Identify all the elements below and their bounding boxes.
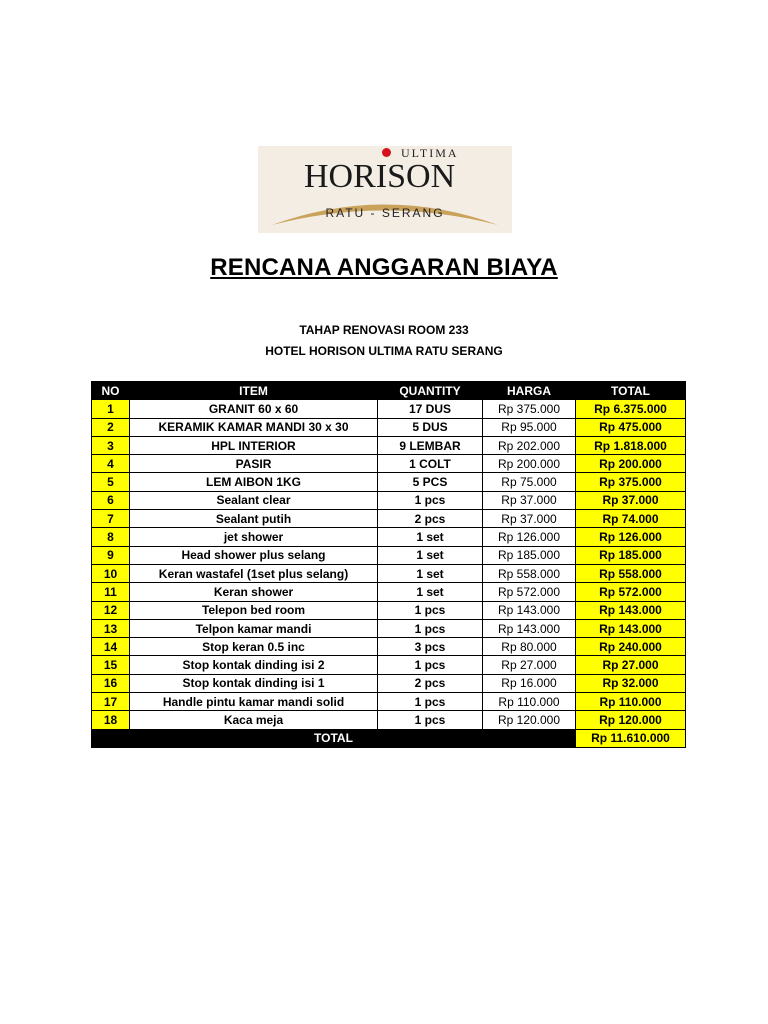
cell-item: KERAMIK KAMAR MANDI 30 x 30 (130, 418, 378, 436)
cell-harga: Rp 110.000 (483, 693, 576, 711)
table-row (92, 473, 686, 491)
cell-no: 1 (92, 400, 130, 418)
cell-item: LEM AIBON 1KG (130, 473, 378, 491)
cell-quantity: 1 pcs (378, 491, 483, 509)
cell-harga: Rp 202.000 (483, 436, 576, 454)
cell-item: Handle pintu kamar mandi solid (130, 693, 378, 711)
cell-quantity: 3 pcs (378, 638, 483, 656)
cell-harga: Rp 37.000 (483, 491, 576, 509)
cell-item: Telepon bed room (130, 601, 378, 619)
cell-total: Rp 120.000 (576, 711, 686, 729)
cell-harga: Rp 375.000 (483, 400, 576, 418)
cell-item: Sealant clear (130, 491, 378, 509)
cell-item: Stop kontak dinding isi 1 (130, 674, 378, 692)
table-row (92, 436, 686, 454)
cell-no: 8 (92, 528, 130, 546)
header-total: TOTAL (576, 382, 686, 400)
cell-item: Stop keran 0.5 inc (130, 638, 378, 656)
cell-quantity: 1 pcs (378, 711, 483, 729)
cell-item: Sealant putih (130, 510, 378, 528)
cell-total: Rp 572.000 (576, 583, 686, 601)
logo-red-dot (382, 148, 391, 157)
cell-harga: Rp 143.000 (483, 601, 576, 619)
table-row (92, 619, 686, 637)
hotel-logo (258, 146, 512, 233)
table-row (92, 711, 686, 729)
cell-quantity: 1 set (378, 546, 483, 564)
total-label: TOTAL (92, 729, 576, 747)
logo-horison-text: HORISON (304, 158, 456, 195)
table-row (92, 510, 686, 528)
cell-no: 18 (92, 711, 130, 729)
header-item: ITEM (130, 382, 378, 400)
cell-total: Rp 200.000 (576, 455, 686, 473)
cell-harga: Rp 126.000 (483, 528, 576, 546)
cell-harga: Rp 27.000 (483, 656, 576, 674)
cell-total: Rp 143.000 (576, 601, 686, 619)
cell-no: 13 (92, 619, 130, 637)
document-subtitle-phase: TAHAP RENOVASI ROOM 233 (299, 323, 469, 337)
cell-quantity: 2 pcs (378, 510, 483, 528)
table-row (92, 564, 686, 582)
cell-total: Rp 558.000 (576, 564, 686, 582)
cell-harga: Rp 95.000 (483, 418, 576, 436)
cell-no: 6 (92, 491, 130, 509)
grand-total: Rp 11.610.000 (576, 729, 686, 747)
cell-total: Rp 143.000 (576, 619, 686, 637)
document-subtitle-hotel: HOTEL HORISON ULTIMA RATU SERANG (265, 344, 503, 358)
cell-no: 9 (92, 546, 130, 564)
cell-quantity: 1 COLT (378, 455, 483, 473)
cell-total: Rp 475.000 (576, 418, 686, 436)
cell-quantity: 9 LEMBAR (378, 436, 483, 454)
cell-item: Kaca meja (130, 711, 378, 729)
table-row (92, 455, 686, 473)
cell-item: GRANIT 60 x 60 (130, 400, 378, 418)
budget-table (91, 381, 686, 748)
cell-quantity: 1 set (378, 583, 483, 601)
cell-no: 2 (92, 418, 130, 436)
document-title: RENCANA ANGGARAN BIAYA (210, 254, 558, 281)
cell-item: PASIR (130, 455, 378, 473)
cell-quantity: 2 pcs (378, 674, 483, 692)
cell-item: HPL INTERIOR (130, 436, 378, 454)
cell-quantity: 17 DUS (378, 400, 483, 418)
cell-quantity: 1 set (378, 564, 483, 582)
cell-total: Rp 37.000 (576, 491, 686, 509)
cell-harga: Rp 80.000 (483, 638, 576, 656)
cell-item: Telpon kamar mandi (130, 619, 378, 637)
table-total-row (92, 729, 686, 747)
cell-harga: Rp 558.000 (483, 564, 576, 582)
cell-harga: Rp 16.000 (483, 674, 576, 692)
cell-item: jet shower (130, 528, 378, 546)
table-row (92, 528, 686, 546)
cell-harga: Rp 185.000 (483, 546, 576, 564)
cell-total: Rp 375.000 (576, 473, 686, 491)
cell-no: 3 (92, 436, 130, 454)
cell-no: 5 (92, 473, 130, 491)
cell-total: Rp 27.000 (576, 656, 686, 674)
table-row (92, 546, 686, 564)
cell-quantity: 1 pcs (378, 656, 483, 674)
table-row (92, 601, 686, 619)
logo-ultima-text: ULTIMA (401, 146, 459, 160)
cell-total: Rp 74.000 (576, 510, 686, 528)
cell-no: 11 (92, 583, 130, 601)
cell-no: 15 (92, 656, 130, 674)
table-row (92, 400, 686, 418)
cell-no: 12 (92, 601, 130, 619)
cell-quantity: 1 pcs (378, 601, 483, 619)
cell-harga: Rp 120.000 (483, 711, 576, 729)
header-no: NO (92, 382, 130, 400)
cell-harga: Rp 143.000 (483, 619, 576, 637)
table-row (92, 418, 686, 436)
cell-quantity: 5 DUS (378, 418, 483, 436)
table-row (92, 638, 686, 656)
cell-total: Rp 185.000 (576, 546, 686, 564)
cell-no: 16 (92, 674, 130, 692)
table-header-row (92, 382, 686, 400)
cell-no: 7 (92, 510, 130, 528)
table-row (92, 491, 686, 509)
cell-no: 14 (92, 638, 130, 656)
header-quantity: QUANTITY (378, 382, 483, 400)
cell-total: Rp 126.000 (576, 528, 686, 546)
table-row (92, 656, 686, 674)
logo-location-text: RATU - SERANG (325, 206, 445, 220)
cell-quantity: 5 PCS (378, 473, 483, 491)
cell-item: Keran shower (130, 583, 378, 601)
cell-item: Stop kontak dinding isi 2 (130, 656, 378, 674)
header-harga: HARGA (483, 382, 576, 400)
cell-quantity: 1 set (378, 528, 483, 546)
cell-total: Rp 32.000 (576, 674, 686, 692)
cell-harga: Rp 75.000 (483, 473, 576, 491)
cell-no: 17 (92, 693, 130, 711)
cell-quantity: 1 pcs (378, 619, 483, 637)
cell-no: 10 (92, 564, 130, 582)
cell-total: Rp 110.000 (576, 693, 686, 711)
cell-harga: Rp 572.000 (483, 583, 576, 601)
table-row (92, 583, 686, 601)
cell-harga: Rp 37.000 (483, 510, 576, 528)
cell-no: 4 (92, 455, 130, 473)
cell-total: Rp 240.000 (576, 638, 686, 656)
cell-total: Rp 6.375.000 (576, 400, 686, 418)
cell-item: Keran wastafel (1set plus selang) (130, 564, 378, 582)
cell-quantity: 1 pcs (378, 693, 483, 711)
table-row (92, 674, 686, 692)
table-row (92, 693, 686, 711)
cell-item: Head shower plus selang (130, 546, 378, 564)
cell-harga: Rp 200.000 (483, 455, 576, 473)
cell-total: Rp 1.818.000 (576, 436, 686, 454)
